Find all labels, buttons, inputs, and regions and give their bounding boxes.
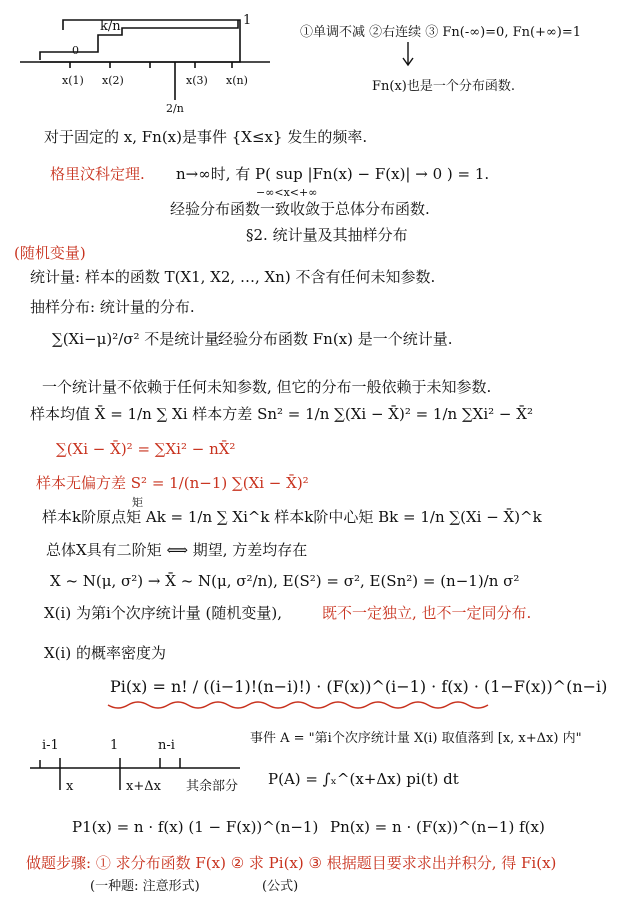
glivenko-formula: n→∞时, 有 P( sup |Fn(x) − F(x)| → 0 ) = 1. [176, 165, 490, 183]
glivenko-label: 格里汶科定理. [50, 165, 145, 183]
label-x1: x(1) [62, 74, 84, 87]
label-x2: x(2) [102, 74, 124, 87]
diag-label-i-minus-1: i-1 [42, 738, 59, 753]
label-xn: x(n) [226, 74, 248, 87]
solution-steps: 做题步骤: ① 求分布函数 F(x) ② 求 Pi(x) ③ 根据题目要求求出并积分, 得 Fi(x) [26, 854, 557, 872]
arrow-down [403, 42, 413, 65]
sample-mean-variance: 样本均值 X̄ = 1/n ∑ Xi 样本方差 Sn² = 1/n ∑(Xi − X̄)² = 1/n ∑Xi² − X̄² [30, 405, 533, 423]
step-note-form: (一种题: 注意形式) [90, 879, 200, 894]
diag-label-one: 1 [110, 738, 119, 753]
normal-case: X ~ N(μ, σ²) → X̄ ~ N(μ, σ²/n), E(S²) = σ², E(Sn²) = (n−1)/n σ² [50, 572, 520, 590]
sample-moments: 样本k阶原点矩 Ak = 1/n ∑ Xi^k 样本k阶中心矩 Bk = 1/n ∑(Xi − X̄)^k [42, 508, 542, 526]
sampling-definition: 抽样分布: 统计量的分布. [30, 298, 195, 316]
pn-formula: Pn(x) = n · (F(x))^(n−1) f(x) [330, 818, 545, 836]
order-statistic-def: X(i) 为第i个次序统计量 (随机变量), [44, 604, 282, 622]
diag-label-n-minus-i: n-i [158, 738, 175, 753]
label-x3: x(3) [186, 74, 208, 87]
label-zero: 0 [72, 44, 79, 57]
density-title: X(i) 的概率密度为 [44, 644, 166, 662]
diag-label-x-dx: x+Δx [126, 779, 161, 794]
probability-integral: P(A) = ∫ₓ^(x+Δx) pi(t) dt [268, 770, 459, 788]
label-one: 1 [243, 13, 252, 28]
step-note-formula: (公式) [262, 879, 299, 894]
uniform-convergence: 经验分布函数一致收敛于总体分布函数. [170, 200, 430, 218]
statistic-definition: 统计量: 样本的函数 T(X1, X2, …, Xn) 不含有任何未知参数. [30, 268, 436, 286]
unbiased-variance: 样本无偏方差 S² = 1/(n−1) ∑(Xi − X̄)² [36, 474, 309, 492]
order-statistic-note: 既不一定独立, 也不一定同分布. [322, 604, 532, 622]
p1-formula: P1(x) = n · f(x) (1 − F(x))^(n−1) [72, 818, 319, 836]
moment-note: 矩 [132, 496, 143, 509]
label-2n: 2/n [166, 102, 184, 115]
diag-label-x: x [66, 779, 74, 794]
second-moment-condition: 总体X具有二阶矩 ⟺ 期望, 方差均存在 [46, 541, 308, 559]
fixed-x-statement: 对于固定的 x, Fn(x)是事件 {X≤x} 发生的频率. [44, 128, 368, 146]
cdf-properties: ①单调不减 ②右连续 ③ Fn(-∞)=0, Fn(+∞)=1 [300, 25, 582, 40]
label-k-over-n: k/n [100, 19, 121, 34]
no-unknown-note: 一个统计量不依赖于任何未知参数, 但它的分布一般依赖于未知参数. [42, 378, 492, 396]
wavy-underline [108, 702, 488, 708]
section-title: §2. 统计量及其抽样分布 [246, 226, 408, 244]
random-variable-note: (随机变量) [14, 244, 86, 262]
event-definition: 事件 A = "第i个次序统计量 X(i) 取值落到 [x, x+Δx) 内" [250, 731, 582, 746]
density-formula: Pi(x) = n! / ((i−1)!(n−i)!) · (F(x))^(i−1) · f(x) · (1−F(x))^(n−i) [110, 677, 608, 696]
example-empirical: 经验分布函数 Fn(x) 是一个统计量. [218, 330, 453, 348]
diag-label-rest: 其余部分 [186, 779, 239, 794]
sum-identity: ∑(Xi − X̄)² = ∑Xi² − nX̄² [56, 440, 236, 458]
glivenko-sub: −∞<x<+∞ [256, 186, 318, 199]
cdf-conclusion: Fn(x)也是一个分布函数. [372, 79, 516, 94]
example-not-statistic: ∑(Xi−μ)²/σ² 不是统计量. [52, 330, 225, 348]
